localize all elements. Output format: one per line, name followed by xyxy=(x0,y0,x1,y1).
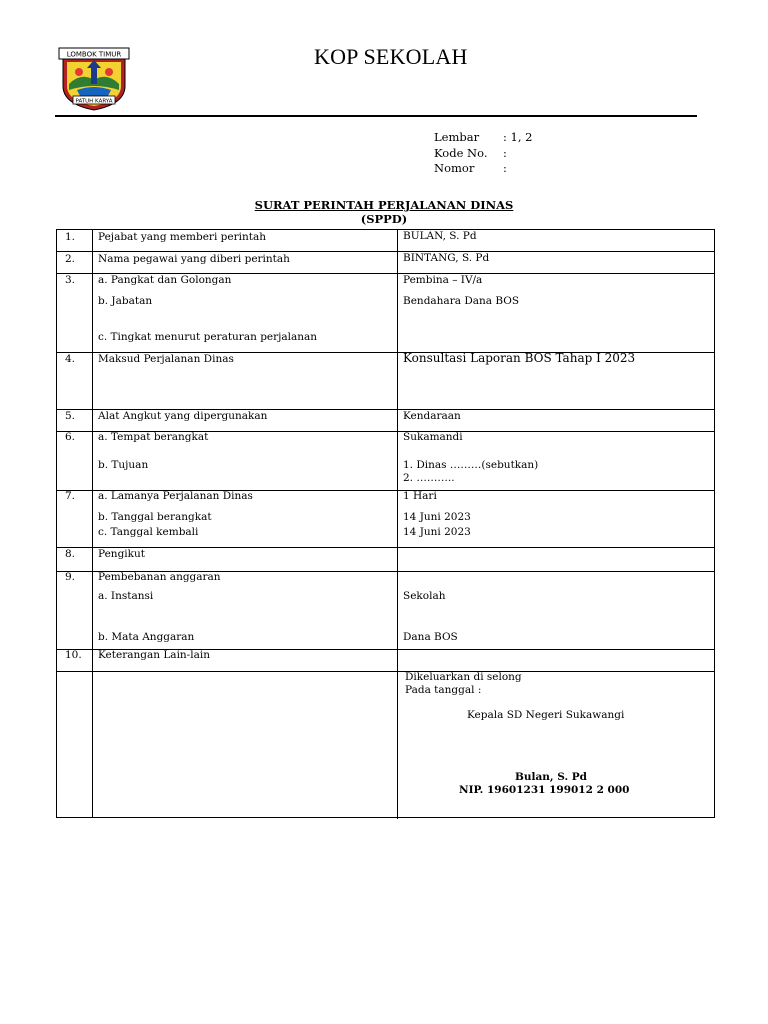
row-value: Konsultasi Laporan BOS Tahap I 2023 xyxy=(403,351,636,365)
row-label: c. Tanggal kembali xyxy=(98,526,199,538)
row-label: b. Tanggal berangkat xyxy=(98,511,212,523)
row-divider xyxy=(57,671,714,672)
issue-date-label: Pada tanggal : xyxy=(405,684,482,696)
row-value: Bendahara Dana BOS xyxy=(403,295,520,307)
row-label: Alat Angkut yang dipergunakan xyxy=(98,410,268,422)
row-label: a. Instansi xyxy=(98,590,154,602)
row-value: 2. ……….. xyxy=(403,472,455,484)
row-number: 10. xyxy=(65,649,82,661)
row-value: 1. Dinas ………(sebutkan) xyxy=(403,459,539,471)
row-number: 5. xyxy=(65,410,76,422)
row-value: BULAN, S. Pd xyxy=(403,230,477,242)
row-label: b. Tujuan xyxy=(98,459,149,471)
signatory-nip: NIP. 19601231 199012 2 000 xyxy=(459,784,630,796)
row-number: 2. xyxy=(65,253,76,265)
row-number: 1. xyxy=(65,231,76,243)
letterhead-title: KOP SEKOLAH xyxy=(314,44,468,69)
row-number: 9. xyxy=(65,571,76,583)
row-label: b. Mata Anggaran xyxy=(98,631,195,643)
row-number: 3. xyxy=(65,274,76,286)
row-label: a. Lamanya Perjalanan Dinas xyxy=(98,490,253,502)
row-label: Maksud Perjalanan Dinas xyxy=(98,353,234,365)
row-value: Kendaraan xyxy=(403,410,461,422)
row-label: c. Tingkat menurut peraturan perjalanan xyxy=(98,331,318,343)
row-label: Keterangan Lain-lain xyxy=(98,649,210,661)
column-divider xyxy=(92,230,93,817)
row-value: 1 Hari xyxy=(403,490,437,502)
logo-text-bottom: PATUH KARYA xyxy=(75,98,113,105)
row-number: 8. xyxy=(65,548,76,560)
row-label: b. Jabatan xyxy=(98,295,153,307)
document-title: SURAT PERINTAH PERJALANAN DINAS xyxy=(254,198,514,212)
row-label: Pengikut xyxy=(98,548,145,560)
row-value: BINTANG, S. Pd xyxy=(403,252,490,264)
row-number: 6. xyxy=(65,431,76,443)
row-value: Sukamandi xyxy=(403,431,463,443)
sppd-form-table xyxy=(56,229,715,818)
lembar-label: Lembar xyxy=(434,130,480,144)
column-divider xyxy=(397,671,398,819)
letterhead-divider xyxy=(55,115,697,117)
row-label: Pejabat yang memberi perintah xyxy=(98,231,266,243)
school-district-logo xyxy=(57,46,131,112)
issued-at: Dikeluarkan di selong xyxy=(405,671,522,683)
row-divider xyxy=(57,547,714,548)
row-label: Nama pegawai yang diberi perintah xyxy=(98,253,290,265)
row-value: Pembina – IV/a xyxy=(403,274,483,286)
signatory-name: Bulan, S. Pd xyxy=(515,771,588,783)
lembar-value: : 1, 2 xyxy=(503,130,533,144)
nomor-value: : xyxy=(503,161,507,175)
row-value: Sekolah xyxy=(403,590,446,602)
nomor-label: Nomor xyxy=(434,161,475,175)
row-number: 7. xyxy=(65,490,76,502)
row-value: 14 Juni 2023 xyxy=(403,511,471,523)
document-subtitle: (SPPD) xyxy=(360,212,408,226)
logo-text-top: LOMBOK TIMUR xyxy=(66,50,122,59)
row-value: Dana BOS xyxy=(403,631,458,643)
row-divider xyxy=(57,251,714,252)
row-label: a. Tempat berangkat xyxy=(98,431,209,443)
row-label: a. Pangkat dan Golongan xyxy=(98,274,232,286)
kode-value: : xyxy=(503,146,507,160)
column-divider xyxy=(397,230,398,671)
signatory-position: Kepala SD Negeri Sukawangi xyxy=(467,709,625,721)
row-value: 14 Juni 2023 xyxy=(403,526,471,538)
kode-label: Kode No. xyxy=(434,146,488,160)
row-label: Pembebanan anggaran xyxy=(98,571,221,583)
row-number: 4. xyxy=(65,353,76,365)
